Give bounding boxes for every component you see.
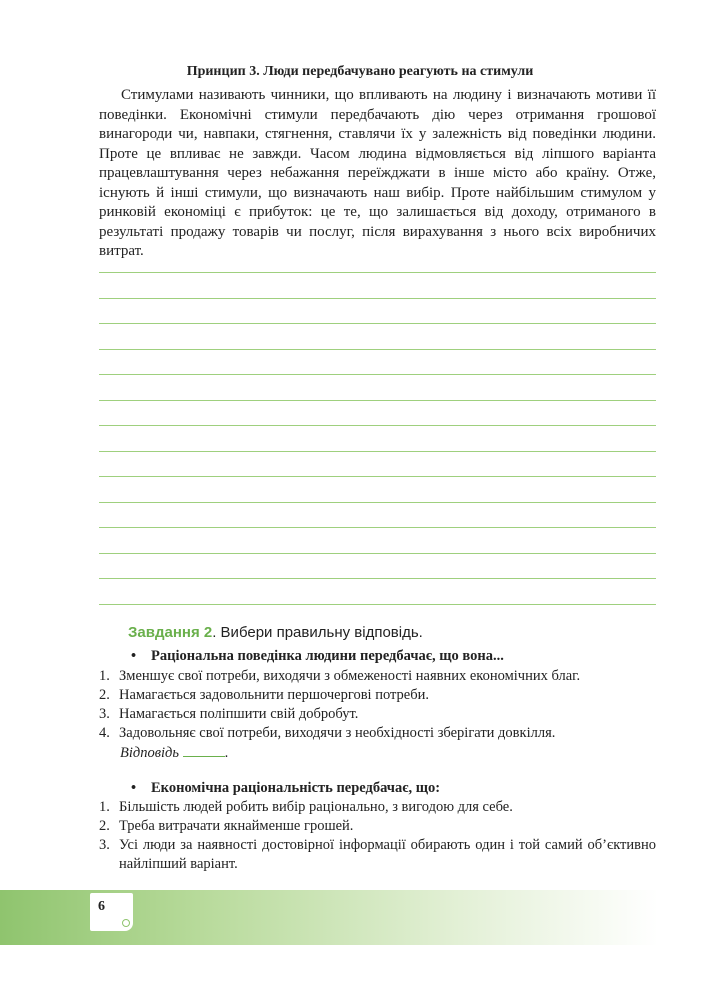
page-tab-circle-icon xyxy=(122,919,130,927)
principle-paragraph: Стимулами називають чинники, що впливають на людину і визначають мотиви її поведінки. Економічні стимули передбачають дію через отримання грошової винагороди чи, навпаки, стягнення, ставлячи їх у залежність від поведінки людини. Проте це впливає не завжди. Часом людина відмовляється від ліпшого варіанта працевлаштування через небажання переїжджати в інше місто або країну. Отже, існують й інші стимули, що визначають наш вибір. Проте найбільшим стимулом у ринковій економіці є прибуток: це те, що залишається від доходу, отриманого в результаті продажу товарів чи послуг, після вирахування з нього всіх виробничих витрат. xyxy=(99,87,656,259)
option-2-3[interactable]: 3. Усі люди за наявності достовірної інформації обирають один і той самий об’єктивно найліпший варіант. xyxy=(99,837,656,872)
option-1-1[interactable]: 1. Зменшує свої потреби, виходячи з обмеженості наявних економічних благ. xyxy=(99,668,581,684)
writing-line[interactable] xyxy=(99,578,656,579)
bullet-icon: • xyxy=(131,780,137,796)
page-number: 6 xyxy=(98,899,105,914)
task-label: Завдання 2 xyxy=(128,624,213,641)
task-title xyxy=(128,624,423,641)
question-2-text: Економічна раціональність передбачає, що: xyxy=(151,780,441,796)
task-instruction: . Вибери правильну відповідь. xyxy=(212,624,423,641)
writing-line[interactable] xyxy=(99,400,656,401)
option-1-4[interactable]: 4. Задовольняє свої потреби, виходячи з необхідності зберігати довкілля. xyxy=(99,725,556,741)
option-2-2[interactable]: 2. Треба витрачати якнайменше грошей. xyxy=(99,818,354,834)
option-1-3[interactable]: 3. Намагається поліпшити свій добробут. xyxy=(99,706,359,722)
answer-label: Відповідь xyxy=(120,745,179,761)
writing-line[interactable] xyxy=(99,527,656,528)
writing-line[interactable] xyxy=(99,272,656,273)
writing-line[interactable] xyxy=(99,476,656,477)
option-1-2[interactable]: 2. Намагається задовольнити першочергові потреби. xyxy=(99,687,429,703)
question-2 xyxy=(131,780,440,797)
bullet-icon: • xyxy=(131,648,137,664)
answer-blank[interactable] xyxy=(183,756,225,757)
writing-line[interactable] xyxy=(99,298,656,299)
writing-line[interactable] xyxy=(99,323,656,324)
writing-line[interactable] xyxy=(99,604,656,605)
writing-line[interactable] xyxy=(99,502,656,503)
writing-line[interactable] xyxy=(99,451,656,452)
principle-heading: Принцип 3. Люди передбачувано реагують на стимули xyxy=(186,64,534,79)
question-1 xyxy=(131,648,504,665)
writing-line[interactable] xyxy=(99,349,656,350)
writing-line[interactable] xyxy=(99,553,656,554)
option-2-1[interactable]: 1. Більшість людей робить вибір раціонально, з вигодою для себе. xyxy=(99,799,513,815)
writing-line[interactable] xyxy=(99,374,656,375)
answer-field: Відповідь . xyxy=(120,745,229,761)
writing-line[interactable] xyxy=(99,425,656,426)
question-1-text: Раціональна поведінка людини передбачає, що вона... xyxy=(151,648,504,664)
